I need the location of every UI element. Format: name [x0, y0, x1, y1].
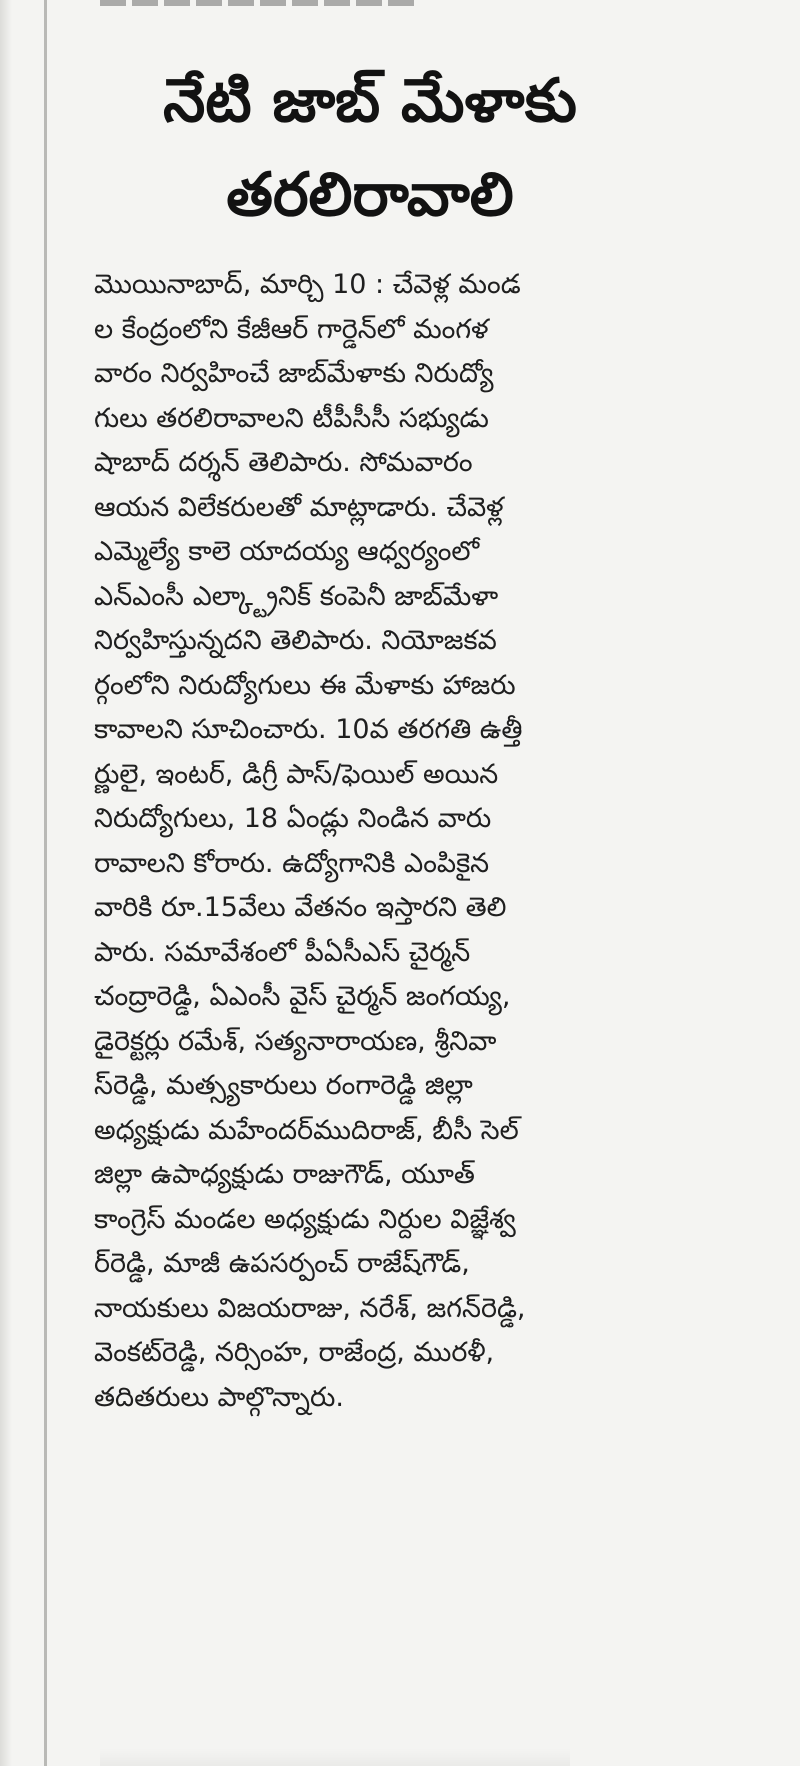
article-line: కాంగ్రెస్ మండల అధ్యక్షుడు నిర్దుల విజ్ఞేశ్వ [94, 1203, 516, 1235]
article-line: గులు తరలిరావాలని టీపీసీసీ సభ్యుడు [94, 402, 489, 434]
cropped-text-smudge [100, 0, 420, 6]
article-line: జిల్లా ఉపాధ్యక్షుడు రాజుగౌడ్, యూత్ [94, 1159, 475, 1190]
page-edge-shadow [0, 0, 12, 1766]
article-line: పారు. సమావేశంలో పీఏసీఎస్ చైర్మన్ [94, 936, 471, 968]
article-line: నిర్వహిస్తున్నదని తెలిపారు. నియోజకవ [94, 625, 497, 656]
article-line: తదితరులు పాల్గొన్నారు. [94, 1381, 344, 1413]
article-line: డైరెక్టర్లు రమేశ్, సత్యనారాయణ, శ్రీనివా [94, 1025, 497, 1057]
article-line: ఎమ్మెల్యే కాలె యాదయ్య ఆధ్వర్యంలో [94, 536, 480, 567]
article-line: ర్గంలోని నిరుద్యోగులు ఈ మేళాకు హాజరు [94, 669, 516, 701]
article-body [94, 263, 650, 1420]
headline [90, 54, 650, 242]
article-line: కావాలని సూచించారు. 10వ తరగతి ఉత్తీ [94, 714, 523, 745]
article-line: నిరుద్యోగులు, 18 ఏండ్లు నిండిన వారు [94, 803, 492, 834]
article-line: రావాలని కోరారు. ఉద్యోగానికి ఎంపికైన [94, 847, 490, 879]
previous-article-fragment [100, 0, 440, 8]
headline-line-2: తరలిరావాలి [226, 160, 514, 230]
article-line: మొయినాబాద్, మార్చి 10 : చేవెళ్ల మండ [94, 269, 521, 300]
article-line: ల కేంద్రంలోని కేజీఆర్ గార్డెన్‌లో మంగళ [94, 313, 489, 345]
article-line: స్‌రెడ్డి, మత్స్యకారులు రంగారెడ్డి జిల్లా [94, 1070, 473, 1101]
article-line: ఆయన విలేకరులతో మాట్లాడారు. చేవెళ్ల [94, 491, 504, 523]
article-line: షాబాద్ దర్శన్ తెలిపారు. సోమవారం [94, 447, 473, 478]
column-rule [44, 0, 47, 1766]
article-line: నాయకులు విజయరాజు, నరేశ్, జగన్‌రెడ్డి, [94, 1292, 526, 1324]
article-line: వెంకట్‌రెడ్డి, నర్సింహ, రాజేంద్ర, మురళీ, [94, 1337, 495, 1368]
page-bottom-fade [100, 1748, 570, 1766]
article-line: వారం నిర్వహించే జాబ్‌మేళాకు నిరుద్యో [94, 358, 494, 389]
article-line: చంద్రారెడ్డి, ఏఎంసీ వైస్ చైర్మన్ జంగయ్య, [94, 981, 511, 1012]
headline-line-1: నేటి జాబ్ మేళాకు [163, 66, 577, 136]
article-line: అధ్యక్షుడు మహేందర్‌ముదిరాజ్, బీసీ సెల్ [94, 1114, 519, 1146]
article-line: ర్‌రెడ్డి, మాజీ ఉపసర్పంచ్ రాజేష్‌గౌడ్, [94, 1248, 470, 1279]
article-line: ర్ణులై, ఇంటర్, డిగ్రీ పాస్/ఫెయిల్ అయిన [94, 758, 499, 790]
article-line: ఎన్ఎంసీ ఎల్క్ట్రానిక్ కంపెనీ జాబ్‌మేళా [94, 580, 499, 612]
article-line: వారికి రూ.15వేలు వేతనం ఇస్తారని తెలి [94, 892, 507, 923]
